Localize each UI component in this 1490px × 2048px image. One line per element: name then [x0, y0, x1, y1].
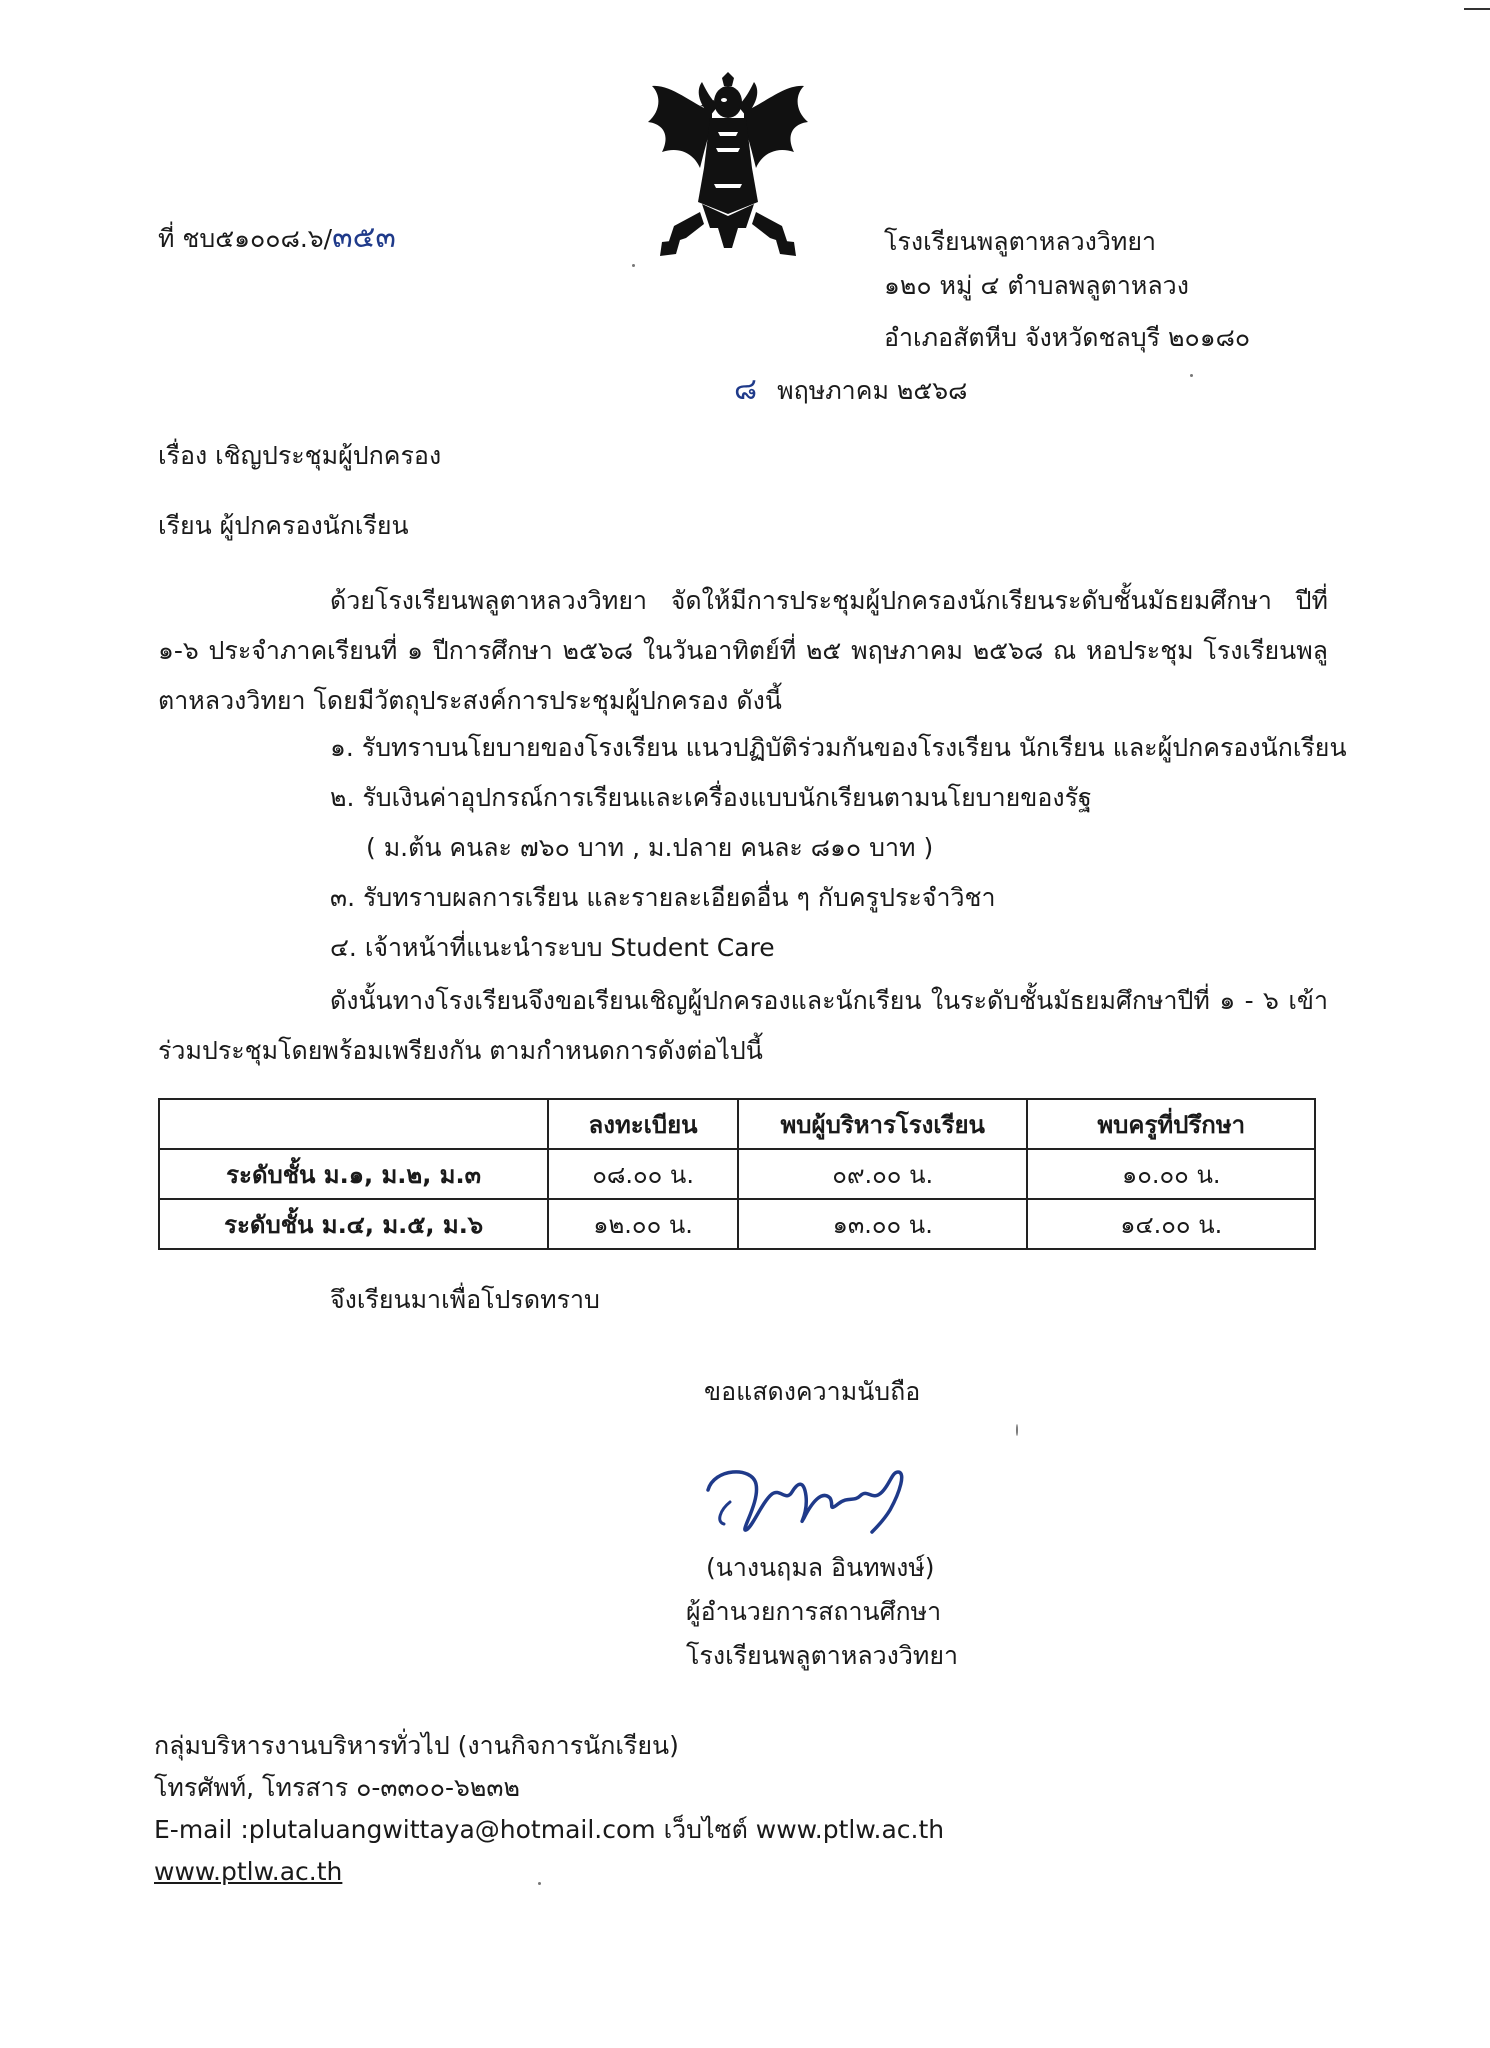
- address-line-3: อำเภอสัตหีบ จังหวัดชลบุรี ๒๐๑๘๐: [884, 323, 1251, 352]
- objective-item-4: ๔. เจ้าหน้าที่แนะนำระบบ Student Care: [330, 933, 775, 962]
- objective-item-1: ๑. รับทราบนโยบายของโรงเรียน แนวปฏิบัติร่วมกันของโรงเรียน นักเรียน และผู้ปกครองนักเรียน: [330, 733, 1347, 762]
- scan-speck: [1016, 1424, 1018, 1436]
- table-header-row: [159, 1099, 1315, 1149]
- footer-phone: โทรศัพท์, โทรสาร ๐-๓๓๐๐-๖๒๓๒: [154, 1773, 520, 1802]
- table-row: [159, 1149, 1315, 1199]
- date-day-handwritten: ๘: [734, 372, 758, 407]
- table-cell: ๑๓.๐๐ น.: [738, 1199, 1028, 1249]
- table-cell: ๐๘.๐๐ น.: [548, 1149, 738, 1199]
- date-month-year: พฤษภาคม ๒๕๖๘: [777, 376, 968, 405]
- table-row-label: ระดับชั้น ม.๑, ม.๒, ม.๓: [159, 1149, 548, 1199]
- table-cell: ๑๐.๐๐ น.: [1027, 1149, 1315, 1199]
- objective-item-2: ๒. รับเงินค่าอุปกรณ์การเรียนและเครื่องแบบนักเรียนตามนโยบายของรัฐ: [330, 783, 1092, 812]
- address-line-2: ๑๒๐ หมู่ ๔ ตำบลพลูตาหลวง: [884, 271, 1189, 300]
- table-cell: ๑๒.๐๐ น.: [548, 1199, 738, 1249]
- table-header-cell: พบผู้บริหารโรงเรียน: [738, 1099, 1028, 1149]
- signer-title: ผู้อำนวยการสถานศึกษา: [686, 1597, 942, 1626]
- letter-date: [734, 374, 967, 407]
- reference-handwritten: ๓๕๓: [332, 220, 396, 255]
- table-header-cell: ลงทะเบียน: [548, 1099, 738, 1149]
- reference-number: [158, 222, 396, 255]
- handwritten-signature: [700, 1462, 950, 1542]
- salutation-line: เรียน ผู้ปกครองนักเรียน: [158, 511, 409, 540]
- subject-line: เรื่อง เชิญประชุมผู้ปกครอง: [158, 441, 442, 470]
- footer-website-link[interactable]: www.ptlw.ac.th: [154, 1857, 343, 1886]
- scan-speck: [1190, 374, 1193, 377]
- signer-name: (นางนฤมล อินทพงษ์): [706, 1553, 935, 1582]
- scan-speck: [632, 264, 635, 267]
- address-line-1: โรงเรียนพลูตาหลวงวิทยา: [884, 227, 1157, 256]
- garuda-emblem-icon: [640, 72, 816, 264]
- scan-edge-mark: [1464, 8, 1490, 10]
- reference-prefix: ที่ ชบ๕๑๐๐๘.๖/: [158, 224, 333, 253]
- signer-organization: โรงเรียนพลูตาหลวงวิทยา: [686, 1641, 959, 1670]
- scan-speck: [538, 1882, 541, 1885]
- table-header-cell: [159, 1099, 548, 1149]
- table-cell: ๐๙.๐๐ น.: [738, 1149, 1028, 1199]
- table-cell: ๑๔.๐๐ น.: [1027, 1199, 1315, 1249]
- footer-contact: E-mail :plutaluangwittaya@hotmail.com เว็บไซต์ www.ptlw.ac.th: [154, 1815, 945, 1844]
- objective-item-2-detail: ( ม.ต้น คนละ ๗๖๐ บาท , ม.ปลาย คนละ ๘๑๐ บาท ): [366, 833, 934, 862]
- schedule-table: [158, 1098, 1316, 1250]
- footer-department: กลุ่มบริหารงานบริหารทั่วไป (งานกิจการนักเรียน): [154, 1731, 679, 1760]
- table-row-label: ระดับชั้น ม.๔, ม.๕, ม.๖: [159, 1199, 548, 1249]
- closing-note: จึงเรียนมาเพื่อโปรดทราบ: [330, 1285, 600, 1314]
- table-row: [159, 1199, 1315, 1249]
- objective-item-3: ๓. รับทราบผลการเรียน และรายละเอียดอื่น ๆ กับครูประจำวิชา: [330, 883, 996, 912]
- invite-paragraph: ดังนั้นทางโรงเรียนจึงขอเรียนเชิญผู้ปกครองและนักเรียน ในระดับชั้นมัธยมศึกษาปีที่ ๑ - ๖ เข้าร่วมประชุมโดยพร้อมเพรียงกัน ตามกำหนดการดังต่อไปนี้: [158, 986, 1328, 1065]
- complimentary-close: ขอแสดงความนับถือ: [704, 1377, 921, 1406]
- table-header-cell: พบครูที่ปรึกษา: [1027, 1099, 1315, 1149]
- intro-paragraph: ด้วยโรงเรียนพลูตาหลวงวิทยา จัดให้มีการประชุมผู้ปกครองนักเรียนระดับชั้นมัธยมศึกษา ปีที่ ๑-๖ ประจำภาคเรียนที่ ๑ ปีการศึกษา ๒๕๖๘ ในวันอาทิตย์ที่ ๒๕ พฤษภาคม ๒๕๖๘ ณ หอประชุม โรงเรียนพลูตาหลวงวิทยา โดยมีวัตถุประสงค์การประชุมผู้ปกครอง ดังนี้: [158, 586, 1328, 715]
